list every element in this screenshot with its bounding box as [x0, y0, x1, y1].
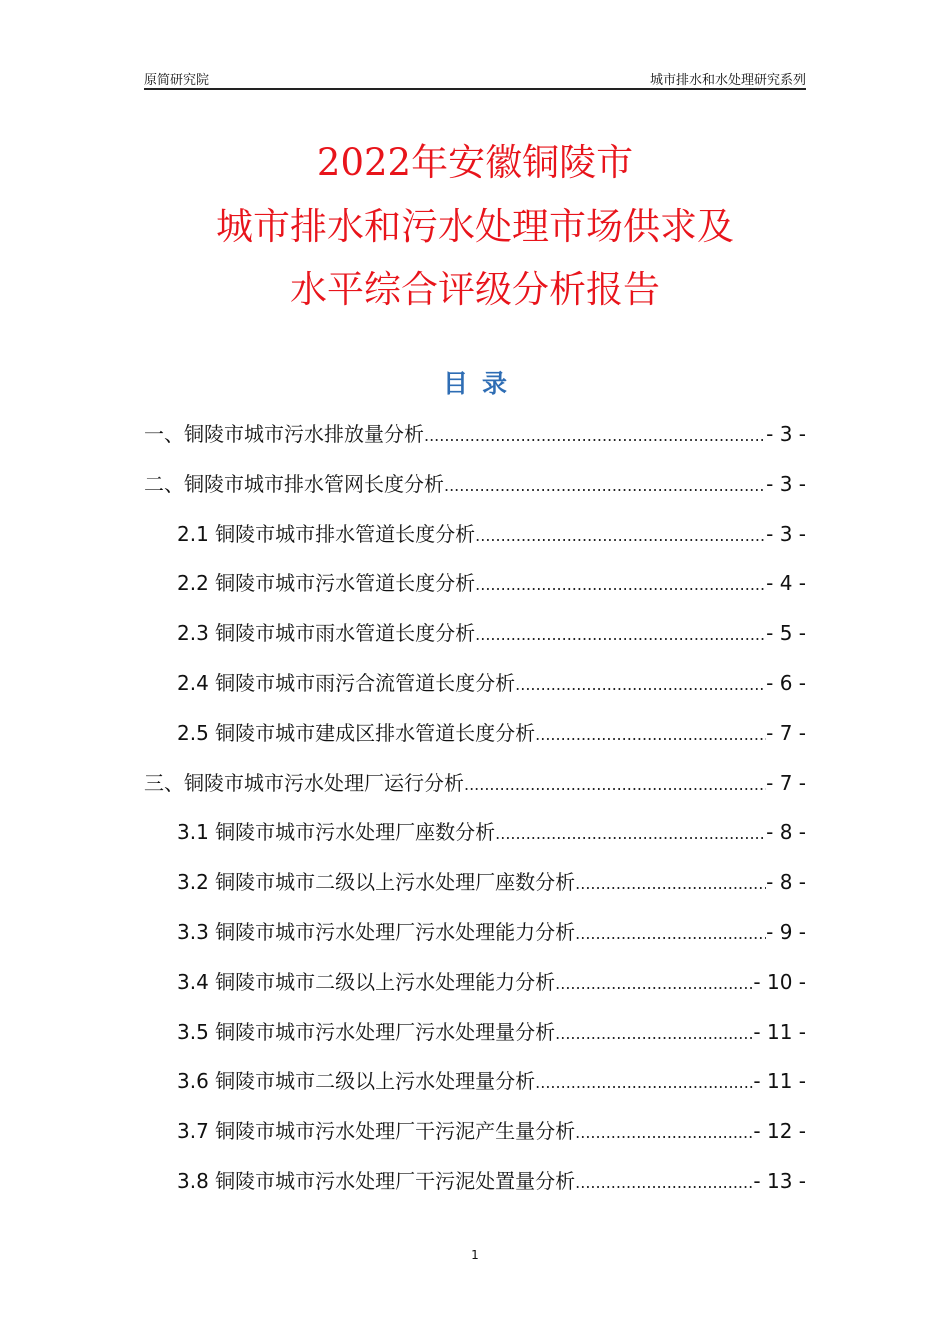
toc-entry-page: - 4 -: [766, 571, 806, 596]
toc-entry-label: 2.1 铜陵市城市排水管道长度分析: [177, 521, 476, 546]
toc-entry-label: 3.1 铜陵市城市污水处理厂座数分析: [177, 820, 496, 845]
toc-entry-label: 2.3 铜陵市城市雨水管道长度分析: [177, 621, 476, 646]
header-right: 城市排水和水处理研究系列: [649, 73, 806, 88]
toc-entry[interactable]: [144, 1016, 806, 1066]
toc-entry-page: - 13 -: [753, 1168, 806, 1193]
toc-entry-page: - 12 -: [753, 1119, 806, 1144]
toc-entry[interactable]: [144, 717, 806, 767]
page-header: [144, 68, 806, 90]
toc-entry[interactable]: [144, 418, 806, 468]
toc-entry[interactable]: [144, 866, 806, 916]
toc-entry[interactable]: [144, 767, 806, 817]
report-title-line-2: 城市排水和污水处理市场供求及: [216, 205, 734, 248]
toc-entry-page: - 5 -: [766, 621, 806, 646]
toc-entry-label: 3.5 铜陵市城市污水处理厂污水处理量分析: [177, 1019, 556, 1044]
toc-entry-label: 3.8 铜陵市城市污水处理厂干污泥处置量分析: [177, 1168, 576, 1193]
toc-entry-page: - 3 -: [766, 521, 806, 546]
toc-entry-label: 3.2 铜陵市城市二级以上污水处理厂座数分析: [177, 870, 576, 895]
page-number: 1: [471, 1248, 479, 1262]
toc-entry-page: - 6 -: [766, 670, 806, 695]
toc-entry[interactable]: [144, 617, 806, 667]
toc-dot-leader: [464, 775, 766, 794]
report-title-line-3: 水平综合评级分析报告: [290, 268, 660, 311]
toc-entry[interactable]: [144, 1065, 806, 1115]
report-title-line-1: 2022年安徽铜陵市: [316, 141, 634, 184]
toc-entry-label: 2.5 铜陵市城市建成区排水管道长度分析: [177, 720, 536, 745]
toc-dot-leader: [555, 1024, 753, 1043]
toc-entry-label: 3.4 铜陵市城市二级以上污水处理能力分析: [177, 969, 556, 994]
toc-entry[interactable]: [144, 567, 806, 617]
toc-dot-leader: [495, 824, 766, 843]
toc-dot-leader: [535, 1073, 753, 1092]
toc-entry-label: 二、铜陵市城市排水管网长度分析: [144, 471, 444, 496]
toc-dot-leader: [555, 974, 753, 993]
toc-entry-page: - 11 -: [753, 1069, 806, 1094]
toc-dot-leader: [575, 1173, 753, 1192]
toc-dot-leader: [475, 575, 766, 594]
toc-entry[interactable]: [144, 468, 806, 518]
toc-dot-leader: [475, 526, 766, 545]
toc-entry-page: - 8 -: [766, 820, 806, 845]
toc-entry-label: 一、铜陵市城市污水排放量分析: [144, 422, 424, 446]
toc-entry[interactable]: [144, 966, 806, 1016]
toc-entry[interactable]: [144, 816, 806, 866]
toc-entry-page: - 7 -: [766, 720, 806, 745]
toc-dot-leader: [575, 1123, 753, 1142]
toc-dot-leader: [444, 476, 766, 495]
toc-entry-page: - 11 -: [753, 1019, 806, 1044]
toc-entry-label: 3.3 铜陵市城市污水处理厂污水处理能力分析: [177, 919, 576, 944]
toc-dot-leader: [475, 625, 766, 644]
header-left: 原简研究院: [144, 73, 210, 88]
toc-dot-leader: [575, 924, 766, 943]
toc-entry[interactable]: [144, 916, 806, 966]
toc-dot-leader: [515, 675, 766, 694]
toc-entry-page: - 10 -: [753, 969, 806, 994]
toc-entry[interactable]: [144, 1165, 806, 1215]
toc-entry[interactable]: [144, 667, 806, 717]
toc-entry[interactable]: [144, 1115, 806, 1165]
toc-entry-page: - 3 -: [766, 422, 806, 446]
toc-dot-leader: [535, 725, 766, 744]
toc-entry-label: 3.7 铜陵市城市污水处理厂干污泥产生量分析: [177, 1119, 576, 1144]
toc-entry[interactable]: [144, 518, 806, 568]
toc-heading: 目录: [442, 369, 521, 398]
toc-entry-label: 3.6 铜陵市城市二级以上污水处理量分析: [177, 1069, 536, 1094]
toc-entry-page: - 8 -: [766, 870, 806, 895]
toc-entry-label: 2.4 铜陵市城市雨污合流管道长度分析: [177, 670, 516, 695]
toc-entry-page: - 7 -: [766, 770, 806, 795]
toc-entry-page: - 9 -: [766, 919, 806, 944]
toc-entry-label: 2.2 铜陵市城市污水管道长度分析: [177, 571, 476, 596]
toc-dot-leader: [424, 426, 766, 445]
table-of-contents: [144, 418, 806, 1215]
toc-entry-label: 三、铜陵市城市污水处理厂运行分析: [144, 770, 464, 795]
toc-entry-page: - 3 -: [766, 471, 806, 496]
toc-dot-leader: [575, 874, 766, 893]
